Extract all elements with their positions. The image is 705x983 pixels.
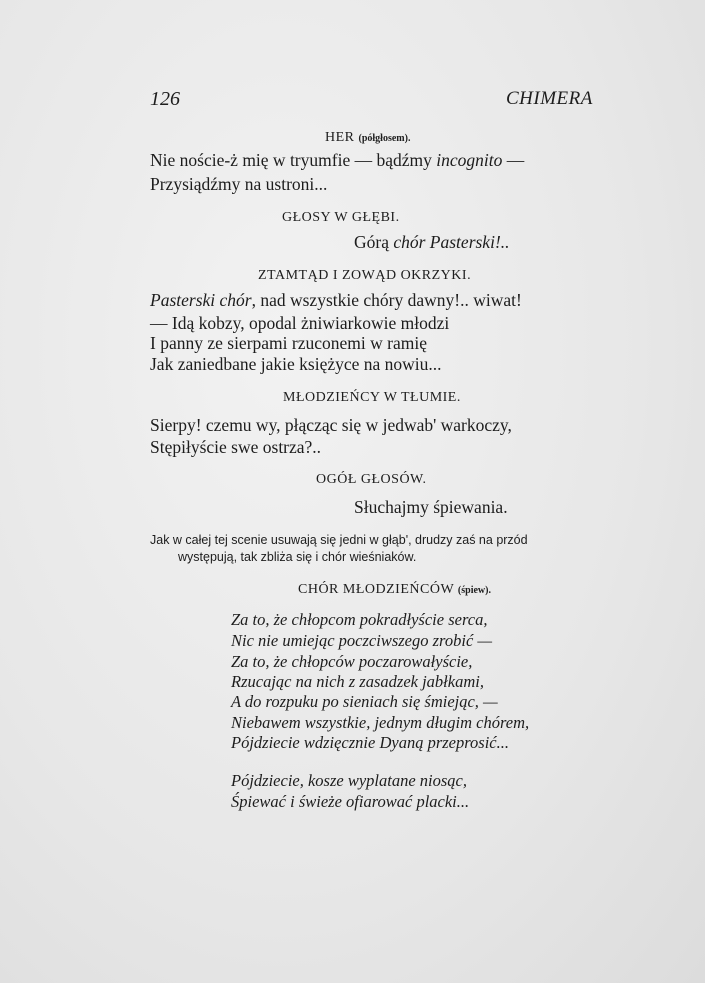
song-line: Pójdziecie, kosze wyplatane niosąc, bbox=[231, 771, 467, 790]
song-line: Pójdziecie wdzięcznie Dyaną przeprosić... bbox=[231, 733, 510, 752]
verse-line: I panny ze sierpami rzuconemi w ramię bbox=[150, 333, 427, 353]
verse-italic: incognito bbox=[436, 150, 503, 170]
song-line: Za to, że chłopcom pokradłyście serca, bbox=[231, 610, 488, 629]
speaker-mlodziency: MŁODZIEŃCY W TŁUMIE. bbox=[283, 390, 461, 405]
verse-line: Słuchajmy śpiewania. bbox=[354, 497, 508, 517]
song-line: Nic nie umiejąc poczciwszego zrobić — bbox=[231, 631, 493, 650]
stage-direction-line: Jak w całej tej scenie usuwają się jedni w głąb', drudzy zaś na przód bbox=[150, 533, 528, 547]
verse-text: Górą bbox=[354, 232, 394, 252]
speaker-her bbox=[325, 130, 410, 146]
verse-line: Jak zaniedbane jakie księżyce na nowiu... bbox=[150, 354, 442, 374]
song-line: Za to, że chłopców poczarowałyście, bbox=[231, 652, 473, 671]
speaker-name: CHÓR MŁODZIEŃCÓW bbox=[298, 582, 454, 597]
verse-line bbox=[354, 232, 510, 253]
running-title: CHIMERA bbox=[506, 88, 593, 109]
verse-line: Sierpy! czemu wy, płącząc się w jedwab' warkoczy, bbox=[150, 415, 512, 435]
speaker-name: HER bbox=[325, 130, 355, 145]
speaker-note: (śpiew). bbox=[457, 585, 491, 596]
verse-text: Przysiądźmy na ustroni... bbox=[150, 174, 328, 194]
verse-line bbox=[150, 174, 327, 195]
verse-italic: Pasterski chór bbox=[150, 290, 252, 310]
verse-italic: chór Pasterski!.. bbox=[393, 232, 510, 252]
speaker-okrzyki: ZTAMTĄD I ZOWĄD OKRZYKI. bbox=[258, 268, 472, 283]
verse-text: — bbox=[502, 150, 525, 170]
verse-text: , nad wszystkie chóry dawny!.. wiwat! bbox=[251, 290, 522, 310]
song-line: Niebawem wszystkie, jednym długim chórem, bbox=[231, 713, 530, 732]
verse-line: Stępiłyście swe ostrza?.. bbox=[150, 437, 322, 457]
speaker-ogol: OGÓŁ GŁOSÓW. bbox=[316, 472, 427, 487]
song-line: Rzucając na nich z zasadzek jabłkami, bbox=[231, 672, 484, 691]
speaker-note: (półgłosem). bbox=[358, 133, 411, 144]
page-number: 126 bbox=[150, 88, 180, 110]
verse-line: — Idą kobzy, opodal żniwiarkowie młodzi bbox=[150, 313, 450, 333]
song-line: Śpiewać i świeże ofiarować placki... bbox=[231, 792, 470, 811]
verse-line bbox=[150, 290, 522, 311]
song-line: A do rozpuku po sieniach się śmiejąc, — bbox=[231, 692, 498, 711]
stage-direction-line: występują, tak zbliża się i chór wieśniaków. bbox=[178, 550, 417, 564]
speaker-chor bbox=[298, 582, 491, 598]
speaker-glosy: GŁOSY W GŁĘBI. bbox=[282, 210, 400, 225]
verse-line bbox=[150, 150, 524, 171]
verse-text: Nie noście-ż mię w tryumfie — bądźmy bbox=[150, 150, 437, 170]
